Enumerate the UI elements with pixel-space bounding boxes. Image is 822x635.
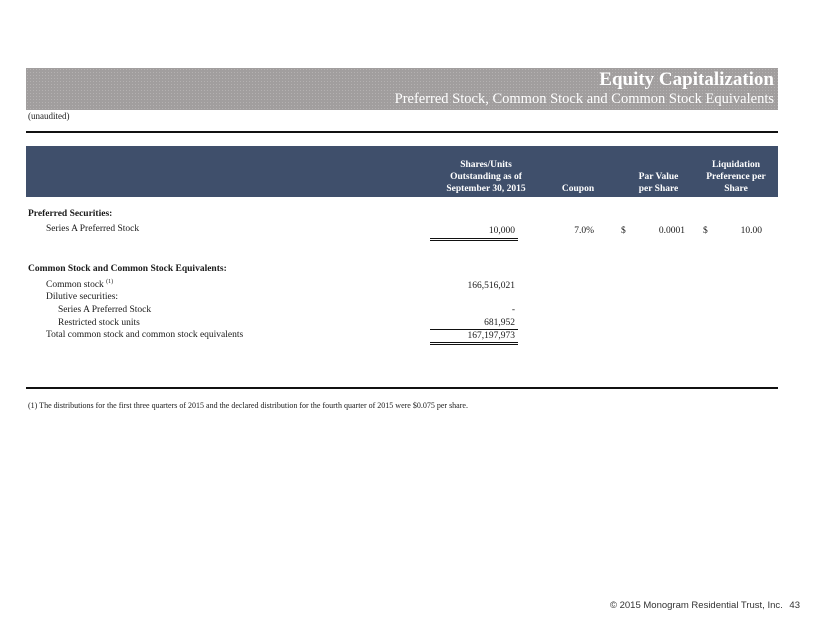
preferred-coupon: 7.0% — [574, 226, 594, 236]
common-stock-value: 166,516,021 — [467, 281, 515, 291]
page-title: Equity Capitalization — [599, 69, 774, 90]
header-coupon: Coupon — [561, 184, 595, 194]
page-subtitle: Preferred Stock, Common Stock and Common Stock Equivalents — [394, 91, 774, 107]
page-footer — [610, 600, 800, 611]
preferred-liquidation: 10.00 — [740, 226, 762, 236]
total-double-underline-2 — [430, 344, 518, 345]
preferred-shares: 10,000 — [488, 226, 515, 236]
preferred-heading: Preferred Securities: — [28, 209, 113, 219]
title-banner — [26, 68, 778, 110]
footnote-marker: (1) — [106, 279, 114, 285]
preferred-row-label: Series A Preferred Stock — [46, 224, 140, 234]
header-shares: Shares/Units Outstanding as of September 30, 2015 — [446, 160, 526, 194]
par-currency: $ — [621, 226, 626, 236]
copyright-text: © 2015 Monogram Residential Trust, Inc. — [609, 600, 783, 611]
header-par-value: Par Value per Share — [638, 172, 679, 194]
rsu-label: Restricted stock units — [58, 318, 140, 328]
series-a-value: - — [511, 305, 515, 315]
rsu-value: 681,952 — [484, 318, 515, 328]
dilutive-label: Dilutive securities: — [46, 292, 119, 302]
subtotal-underline — [430, 329, 518, 330]
preferred-double-underline-2 — [430, 240, 518, 241]
common-stock-label: Common stock $^{(1)}$ — [46, 279, 114, 291]
page-number: 43 — [789, 600, 800, 611]
common-heading: Common Stock and Common Stock Equivalents: — [28, 264, 227, 274]
total-label: Total common stock and common stock equivalents — [46, 330, 244, 340]
total-value: 167,197,973 — [467, 331, 515, 341]
top-divider — [26, 131, 778, 133]
footnote: (1) The distributions for the first three quarters of 2015 and the declared distribution for the fourth quarter of 2015 were $0.075 per share. — [28, 401, 468, 410]
preferred-double-underline — [430, 238, 518, 239]
preferred-par-value: 0.0001 — [658, 226, 685, 236]
bottom-divider — [26, 387, 778, 389]
header-liquidation: Liquidation Preference per Share — [706, 160, 766, 194]
table-header — [26, 146, 778, 197]
total-double-underline — [430, 342, 518, 343]
liq-currency: $ — [703, 226, 708, 236]
series-a-label: Series A Preferred Stock — [58, 305, 152, 315]
unaudited-note: (unaudited) — [28, 111, 70, 121]
